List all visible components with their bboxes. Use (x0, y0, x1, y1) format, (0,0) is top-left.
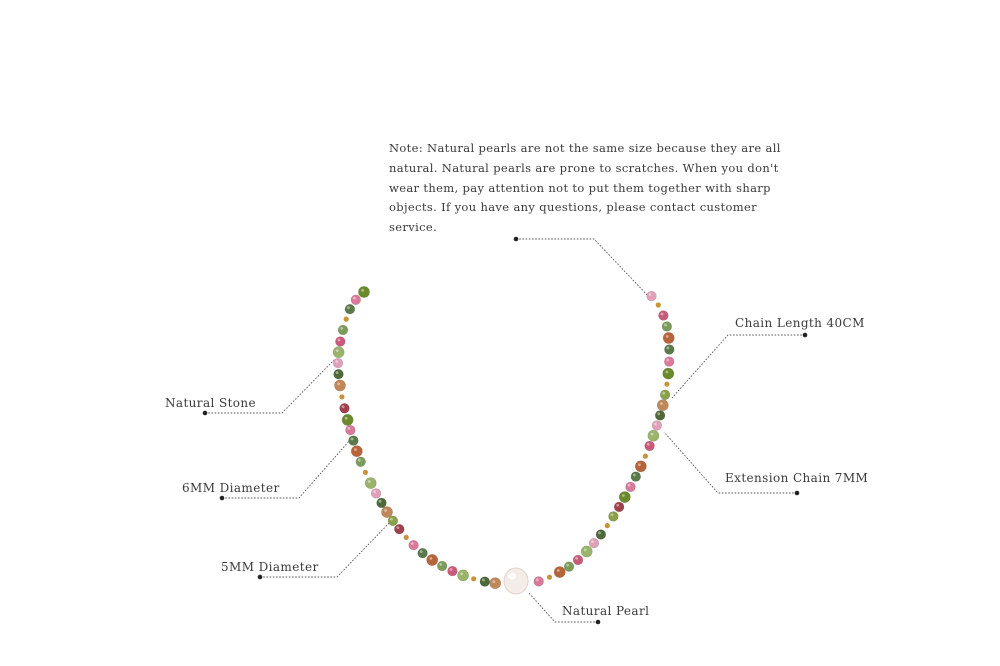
dot-6mm (220, 496, 225, 501)
label-5mm-diameter: 5MM Diameter (221, 560, 319, 574)
bead-highlight (358, 459, 361, 462)
bead-highlight (347, 306, 350, 309)
bead-highlight (373, 490, 376, 493)
bead-highlight (397, 526, 400, 529)
label-extension-chain: Extension Chain 7MM (725, 471, 869, 485)
bead-highlight (611, 513, 614, 516)
bead-highlight (361, 289, 364, 292)
stone-bead (663, 368, 674, 379)
dot-pearl (596, 620, 601, 625)
bead-highlight (337, 383, 340, 386)
bead-highlight (666, 359, 669, 362)
gold-spacer-bead (605, 523, 610, 528)
bead-highlight (482, 579, 485, 582)
bead-strand (333, 286, 674, 588)
stone-bead (480, 577, 490, 587)
stone-bead (614, 502, 624, 512)
bead-highlight (354, 448, 357, 451)
dot-natural-stone (203, 411, 208, 416)
leader-chain-length (672, 335, 805, 398)
pearl-group (504, 568, 528, 594)
stone-bead (660, 390, 670, 400)
stone-bead (655, 411, 665, 421)
stone-bead (647, 291, 657, 301)
bead-highlight (598, 532, 601, 535)
stone-bead (662, 322, 672, 332)
stone-bead (554, 567, 565, 578)
gold-spacer-bead (344, 317, 349, 322)
bead-highlight (429, 557, 432, 560)
bead-highlight (667, 347, 670, 350)
stone-bead (371, 489, 381, 499)
bead-highlight (335, 360, 338, 363)
bead-highlight (342, 405, 345, 408)
stone-bead (573, 555, 583, 565)
stone-bead (342, 414, 353, 425)
bead-highlight (657, 412, 660, 415)
stone-bead (394, 524, 404, 534)
bead-highlight (660, 402, 663, 405)
stone-bead (349, 436, 359, 446)
gold-spacer-bead (664, 382, 669, 387)
bead-highlight (591, 540, 594, 543)
bead-highlight (338, 339, 341, 342)
bead-highlight (460, 572, 463, 575)
bead-highlight (336, 349, 339, 352)
stone-bead (427, 554, 438, 565)
care-note: Note: Natural pearls are not the same size because they are all natural. Natural pearls are prone to scratches. When you don't wear them, pay attention not to put them together with sharp objects. If you have any questions, please contact customer service. (389, 141, 781, 235)
stone-bead (664, 357, 674, 367)
label-natural-pearl: Natural Pearl (562, 604, 650, 618)
stone-bead (333, 358, 343, 368)
bead-highlight (420, 550, 423, 553)
bead-highlight (622, 494, 625, 497)
dot-extension-chain (795, 491, 800, 496)
dot-5mm (258, 575, 263, 580)
stone-bead (388, 516, 398, 526)
bead-highlight (628, 484, 631, 487)
bead-highlight (384, 509, 387, 512)
natural-pearl (504, 568, 528, 594)
bead-highlight (584, 549, 587, 552)
bead-highlight (662, 392, 665, 395)
stone-bead (351, 446, 362, 457)
gold-spacer-bead (404, 535, 409, 540)
stone-bead (631, 472, 641, 482)
stone-bead (609, 512, 619, 522)
stone-bead (652, 421, 662, 431)
bead-highlight (450, 568, 453, 571)
stone-bead (418, 548, 428, 558)
bead-highlight (351, 438, 354, 441)
gold-spacer-bead (363, 470, 368, 475)
label-chain-length: Chain Length 40CM (735, 316, 865, 330)
stone-bead (340, 403, 350, 413)
gold-spacer-bead (339, 394, 344, 399)
stone-bead (596, 530, 606, 540)
bead-highlight (638, 463, 641, 466)
stone-bead (345, 304, 355, 314)
bead-highlight (649, 293, 652, 296)
stone-bead (564, 562, 574, 572)
stone-bead (626, 482, 636, 492)
stone-bead (635, 461, 646, 472)
gold-spacer-bead (471, 576, 476, 581)
label-6mm-diameter: 6MM Diameter (182, 481, 280, 495)
stone-bead (589, 538, 599, 548)
stone-bead (358, 286, 369, 297)
stone-bead (458, 570, 469, 581)
bead-highlight (353, 297, 356, 300)
bead-highlight (536, 578, 539, 581)
stone-bead (335, 337, 345, 347)
pearl-highlight (508, 573, 516, 580)
bead-highlight (666, 371, 669, 374)
bead-highlight (336, 371, 339, 374)
bead-highlight (379, 500, 382, 503)
bead-highlight (390, 518, 393, 521)
bead-highlight (616, 504, 619, 507)
leader-note (516, 239, 650, 298)
bead-highlight (411, 542, 414, 545)
stone-bead (657, 400, 668, 411)
stone-bead (365, 478, 376, 489)
bead-highlight (557, 569, 560, 572)
gold-spacer-bead (643, 454, 648, 459)
bead-highlight (345, 417, 348, 420)
bead-highlight (654, 423, 657, 426)
stone-bead (663, 332, 674, 343)
bead-highlight (439, 563, 442, 566)
bead-highlight (340, 327, 343, 330)
bead-highlight (348, 427, 351, 430)
label-natural-stone: Natural Stone (165, 396, 257, 410)
stone-bead (648, 430, 659, 441)
dot-chain-length (803, 333, 808, 338)
bead-highlight (368, 480, 371, 483)
stone-bead (664, 345, 674, 355)
gold-spacer-bead (547, 575, 552, 580)
stone-bead (338, 325, 348, 335)
bead-highlight (575, 557, 578, 560)
stone-bead (581, 546, 592, 557)
stone-bead (490, 578, 501, 589)
stone-bead (346, 425, 356, 435)
stone-bead (659, 311, 669, 321)
stone-bead (645, 441, 655, 451)
gold-spacer-bead (656, 302, 661, 307)
bead-highlight (666, 335, 669, 338)
stone-bead (334, 369, 344, 379)
bead-highlight (647, 443, 650, 446)
stone-bead (333, 347, 344, 358)
stone-bead (356, 457, 366, 467)
bead-highlight (664, 324, 667, 327)
stone-bead (409, 540, 419, 550)
stone-bead (619, 492, 630, 503)
dot-note (514, 237, 519, 242)
stone-bead (448, 566, 458, 576)
stone-bead (437, 561, 447, 571)
stone-bead (377, 498, 387, 508)
bead-highlight (492, 580, 495, 583)
bead-highlight (651, 433, 654, 436)
bead-highlight (633, 474, 636, 477)
bead-highlight (566, 564, 569, 567)
stone-bead (334, 380, 345, 391)
stone-bead (534, 577, 544, 587)
stone-bead (351, 295, 361, 305)
bead-highlight (661, 313, 664, 316)
